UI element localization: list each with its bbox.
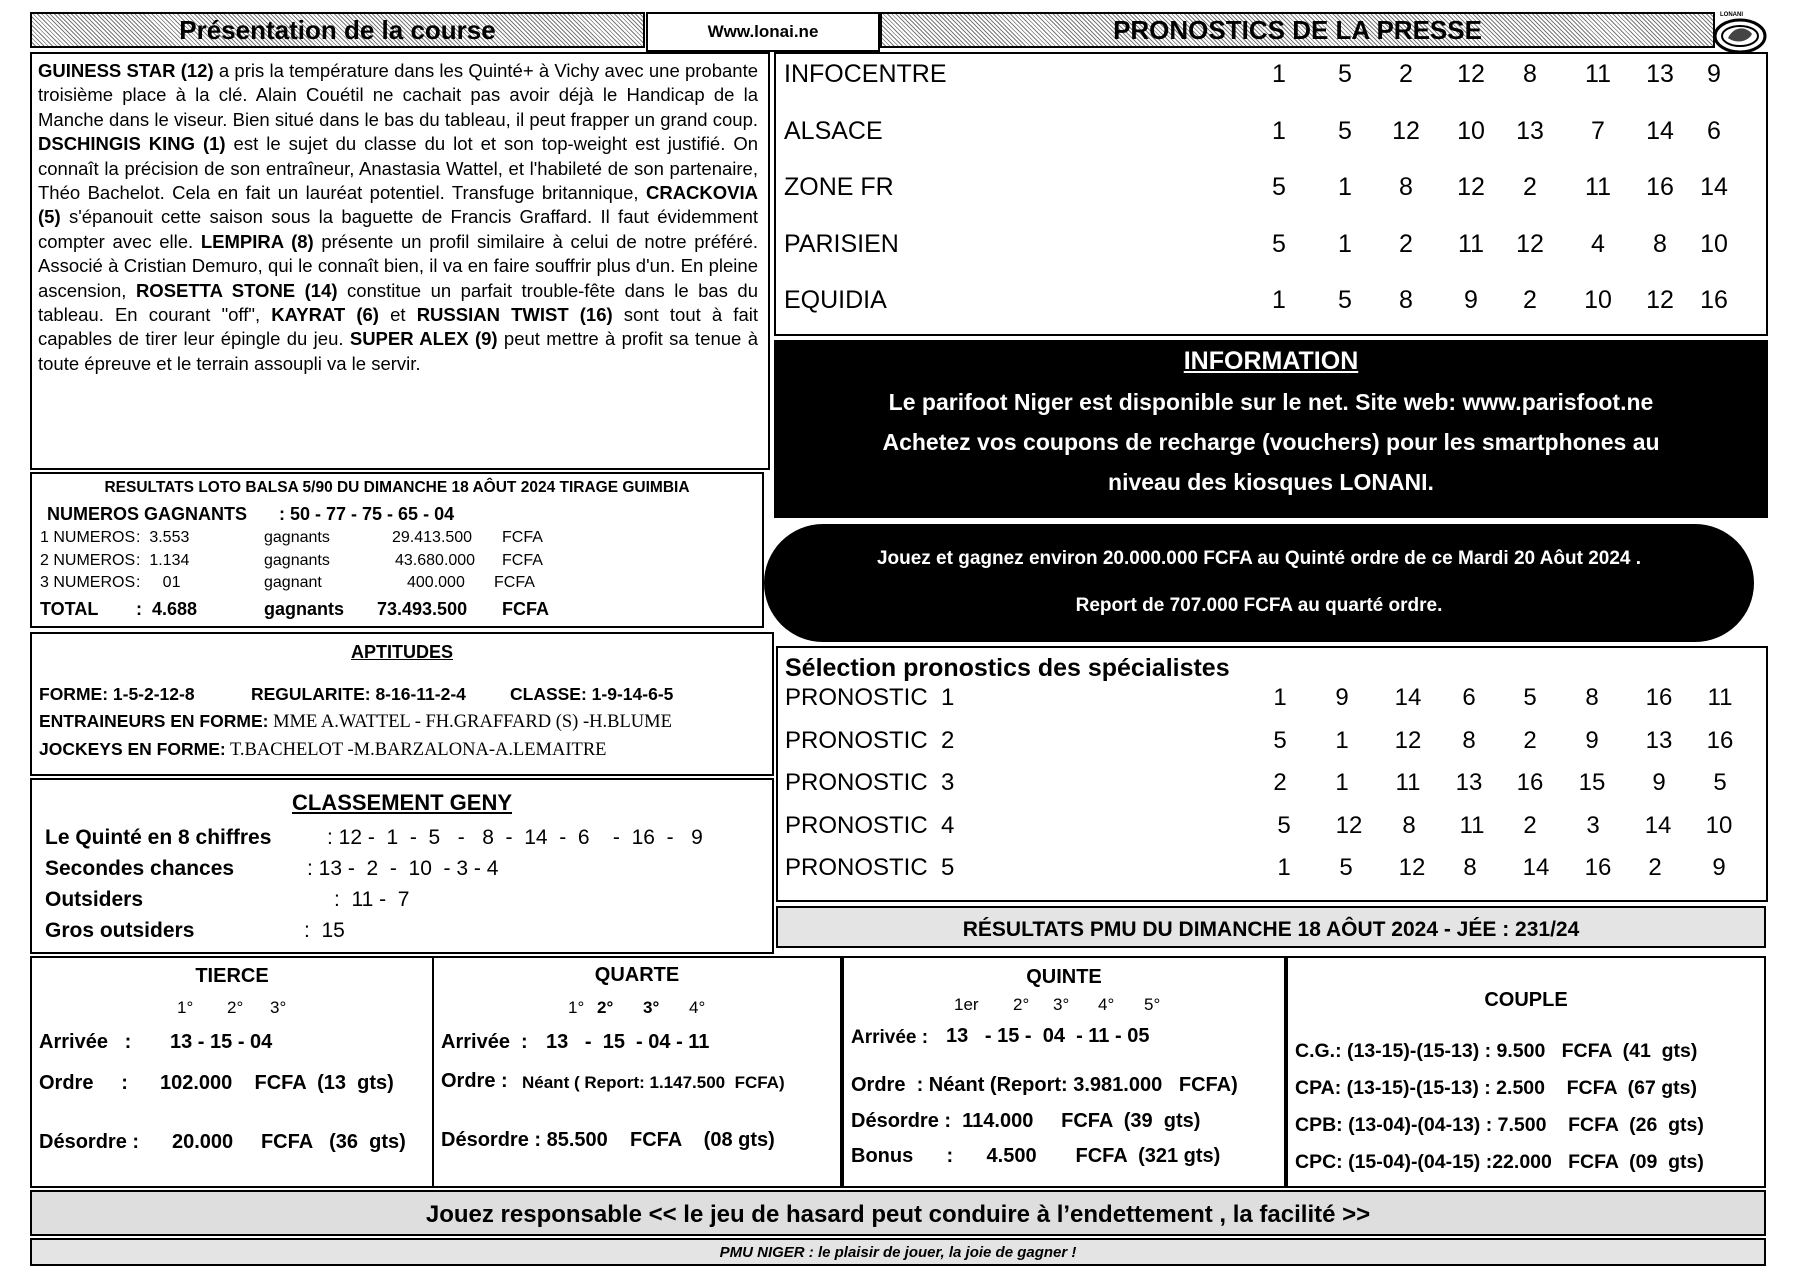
pronostic-row-number: 11 [1459,811,1485,839]
pronostic-row-number: 14 [1522,854,1550,882]
jackpot-banner [764,524,1754,642]
press-row-number: 13 [1646,60,1674,88]
couple-box [1286,956,1766,1188]
press-row-number: 12 [1457,173,1485,201]
tierce-place-3: 3° [270,998,287,1017]
geny-box [30,778,774,954]
press-row-label: INFOCENTRE [784,60,947,88]
pronostic-row-number: 16 [1584,854,1612,882]
tierce-ordre-label: Ordre : [39,1072,128,1094]
quinte-box [842,956,1286,1188]
horse-name: CRACKOVIA (5) [38,182,758,228]
tierce-ordre: 102.000 FCFA (13 gts) [160,1072,394,1094]
presentation-title: Présentation de la course [179,14,496,45]
presentation-segment: s'épanouit cette saison sous la baguette de Francis Graffard. Il faut évidemment compter avec elle. [38,206,758,252]
pronostic-row-number: 2 [1523,726,1537,754]
press-row-label: EQUIDIA [784,286,887,314]
presentation-segment: et [378,304,417,326]
press-row-number: 1 [1272,60,1286,88]
couple-title: COUPLE [1484,989,1568,1011]
press-row-number: 2 [1399,229,1413,258]
press-row-number: 5 [1272,173,1286,201]
pronostic-row-number: 11 [1707,684,1733,711]
quinte-place-1: 1er [954,995,979,1014]
pronostic-row-label: PRONOSTIC 4 [785,811,955,839]
slogan-text: PMU NIGER : le plaisir de jouer, la joie de gagner ! [719,1244,1077,1261]
press-row-number: 10 [1457,116,1485,145]
website-box [646,12,880,52]
slogan-banner [30,1238,1766,1266]
quinte-place-5: 5° [1144,995,1161,1014]
quinte-title: QUINTE [1026,966,1102,988]
responsible-banner [30,1190,1766,1236]
information-line-3: niveau des kiosques LONANI. [1108,469,1434,495]
press-row-number: 11 [1585,173,1611,201]
horse-name: LEMPIRA (8) [200,230,314,252]
press-row-number: 9 [1707,60,1721,88]
geny-label: Secondes chances [45,857,235,880]
presentation-segment: présente un profil similaire à celui de notre préféré. Associé à Cristian Demuro, qui le connaît bien, il va en faire souffrir plus d'un. En pleine ascension, [38,230,758,301]
loto-cell: 2 NUMEROS [40,551,136,569]
press-row-number: 2 [1523,286,1537,314]
geny-value: : 11 - 7 [334,888,410,911]
press-row-label: ZONE FR [784,173,894,201]
couple-row: CPB: (13-04)-(04-13) : 7.500 FCFA (26 gts) [1295,1114,1704,1136]
loto-cell: gagnant [264,574,322,591]
pronostic-row-number: 5 [1339,854,1353,882]
press-row-number: 8 [1523,60,1537,88]
aptitudes-title: APTITUDES [350,642,453,662]
press-row-number: 2 [1523,173,1537,201]
quarte-desordre: Désordre : 85.500 FCFA (08 gts) [441,1129,775,1151]
loto-total-cell: 73.493.500 [377,599,468,619]
press-row-number: 12 [1646,286,1674,314]
loto-results-box [30,472,764,628]
press-row-number: 13 [1516,116,1544,145]
press-row-number: 12 [1516,229,1544,258]
pronostic-row-number: 2 [1648,854,1662,882]
aptitudes-classe: CLASSE: 1-9-14-6-5 [510,684,674,704]
press-title: PRONOSTICS DE LA PRESSE [1113,14,1482,45]
horse-name: SUPER ALEX (9) [349,328,498,350]
information-line-1: Le parifoot Niger est disponible sur le net. Site web: www.parisfoot.ne [888,389,1654,415]
press-row-number: 16 [1700,286,1728,314]
press-row-number: 1 [1338,229,1352,258]
tierce-title: TIERCE [195,965,269,987]
press-row-label: PARISIEN [784,229,899,258]
press-row-number: 12 [1392,116,1420,145]
loto-cell: 1 NUMEROS [40,529,136,546]
press-pronostics-box [774,52,1768,336]
loto-cell: 43.680.000 [395,551,476,569]
pronostic-row-number: 13 [1455,769,1483,797]
pronostic-row-number: 3 [1586,811,1600,839]
pronostic-row-number: 6 [1462,684,1476,711]
pronostic-row-number: 8 [1402,811,1416,839]
pronostic-row-label: PRONOSTIC 3 [785,769,955,797]
tierce-desordre-label: Désordre : [39,1131,140,1153]
pronostic-row-number: 5 [1273,726,1287,754]
pronostic-row-number: 16 [1516,769,1544,797]
geny-label: Le Quinté en 8 chiffres [45,826,272,849]
loto-cell: : 3.553 [136,529,190,546]
pronostic-row-number: 5 [1523,684,1537,711]
press-row-number: 5 [1338,286,1352,314]
press-row-number: 5 [1338,116,1352,145]
pronostic-row-number: 9 [1652,769,1666,797]
presentation-segment: sont tout à fait capables de tirer leur épingle du jeu. [38,304,758,350]
pronostic-row-label: PRONOSTIC 1 [785,684,955,711]
press-row-number: 9 [1464,286,1478,314]
pronostic-row-number: 5 [1713,769,1727,797]
press-row-number: 11 [1585,60,1611,88]
press-row-number: 16 [1646,173,1674,201]
information-line-2: Achetez vos coupons de recharge (vouchers) pour les smartphones au [882,429,1660,455]
pronostic-row-number: 9 [1335,684,1349,711]
loto-total-cell: TOTAL [40,599,99,619]
logo-text: LONANI [1720,12,1743,18]
pronostic-row-number: 16 [1706,726,1734,754]
press-row-label: ALSACE [784,116,883,145]
press-row-number: 2 [1399,60,1413,88]
tierce-place-2: 2° [227,998,244,1017]
geny-title: CLASSEMENT GENY [291,790,513,815]
tierce-desordre: 20.000 FCFA (36 gts) [172,1131,406,1153]
press-row-number: 1 [1272,116,1286,145]
pronostic-row-number: 16 [1645,684,1673,711]
press-row-number: 1 [1272,286,1286,314]
pronostic-row-number: 2 [1273,769,1287,797]
pronostic-row-number: 8 [1463,854,1477,882]
information-title: INFORMATION [1183,347,1359,375]
horse-name: DSCHINGIS KING (1) [38,133,226,155]
presentation-segment: est le sujet du classe du lot et son top-weight est justifié. On connaît la précision de son entraîneur, Anastasia Wattel, et l'habileté de son partenaire, Théo Bachelot. Cela en fait un lauréat potentiel. Transfuge britannique, [38,133,758,204]
quarte-box [432,956,842,1188]
aptitudes-entraineurs [39,711,672,733]
pronostic-row-number: 12 [1335,811,1363,839]
jackpot-line-1: Jouez et gagnez environ 20.000.000 FCFA au Quinté ordre de ce Mardi 20 Aôut 2024 . [876,548,1642,569]
jackpot-line-2: Report de 707.000 FCFA au quarté ordre. [1075,595,1443,616]
presentation-segment: constitue un parfait trouble-fête dans le bas du tableau. En courant "off", [38,279,758,326]
press-row-number: 14 [1646,116,1674,145]
tierce-box [30,956,434,1188]
press-row-number: 11 [1458,229,1484,258]
quarte-place-4: 4° [689,998,706,1017]
pronostic-row-number: 14 [1394,684,1422,711]
horse-name: KAYRAT (6) [271,304,379,326]
couple-row: C.G.: (13-15)-(15-13) : 9.500 FCFA (41 gts) [1295,1040,1698,1062]
quarte-ordre: Néant ( Report: 1.147.500 FCFA) [522,1073,785,1092]
press-row-number: 8 [1653,229,1667,258]
loto-winning-numbers: : 50 - 77 - 75 - 65 - 04 [279,504,455,524]
loto-title: RESULTATS LOTO BALSA 5/90 DU DIMANCHE 18 AÔUT 2024 TIRAGE GUIMBIA [104,479,690,496]
presentation-segment: a pris la température dans les Quinté+ à Vichy avec une probante troisième place à la clé. Alain Couétil ne cachait pas avoir déjà le Handicap de la Manche dans le viseur. Bien situé dans le bas du tableau, il peut frapper un grand coup. [38,60,758,130]
tierce-arrivee: 13 - 15 - 04 [170,1031,273,1053]
press-row-number: 6 [1707,116,1721,145]
quarte-title: QUARTE [594,964,680,986]
loto-total-cell: : 4.688 [136,599,198,619]
pronostic-row-label: PRONOSTIC 5 [785,854,955,882]
pronostic-row-number: 8 [1462,726,1476,754]
quinte-ordre: Ordre : Néant (Report: 3.981.000 FCFA) [851,1074,1238,1096]
loto-cell: : 01 [136,574,181,591]
pmu-results-title: RÉSULTATS PMU DU DIMANCHE 18 AÔUT 2024 - JÉE : 231/24 [962,918,1580,941]
quarte-place-2: 2° [597,998,614,1017]
quinte-arrivee: 13 - 15 - 04 - 11 - 05 [946,1025,1150,1047]
couple-row: CPA: (13-15)-(15-13) : 2.500 FCFA (67 gts) [1295,1077,1698,1099]
press-row-number: 10 [1584,286,1612,314]
horse-name: GUINESS STAR (12) [38,60,214,81]
pronostic-row-number: 12 [1394,726,1422,754]
geny-label: Gros outsiders [45,919,195,942]
quarte-place-3: 3° [643,998,660,1017]
specialists-box [776,646,1768,902]
quinte-place-2: 2° [1013,995,1030,1014]
lonani-logo [1712,12,1768,56]
pronostic-row-number: 10 [1705,811,1733,839]
press-row-number: 8 [1399,173,1413,201]
jockeys-value: T.BACHELOT -M.BARZALONA-A.LEMAITRE [225,740,607,760]
presentation-text [38,59,758,376]
presentation-header [30,12,645,48]
quarte-arrivee-label: Arrivée : [441,1031,528,1053]
pronostic-row-number: 14 [1644,811,1672,839]
pronostic-row-number: 1 [1273,684,1287,711]
entraineurs-value: MME A.WATTEL - FH.GRAFFARD (S) -H.BLUME [268,712,672,732]
couple-row: CPC: (15-04)-(04-15) :22.000 FCFA (09 gts) [1295,1151,1704,1173]
horse-name: ROSETTA STONE (14) [135,279,338,301]
pronostic-row-number: 1 [1277,854,1291,882]
press-row-number: 14 [1700,173,1728,201]
press-row-number: 7 [1591,116,1605,145]
aptitudes-forme: FORME: 1-5-2-12-8 [39,684,195,704]
horse-name: RUSSIAN TWIST (16) [416,304,613,326]
press-row-number: 8 [1399,286,1413,314]
loto-cell: gagnants [264,551,330,569]
lonani-logo-icon [1712,12,1768,56]
aptitudes-jockeys [39,739,606,761]
press-row-number: 1 [1338,173,1352,201]
pronostic-row-number: 15 [1578,769,1606,797]
website-link[interactable]: Www.lonai.ne [707,22,819,41]
quarte-ordre-label: Ordre : [441,1070,508,1092]
loto-cell: FCFA [502,551,543,569]
quinte-place-4: 4° [1098,995,1115,1014]
geny-value: : 12 - 1 - 5 - 8 - 14 - 6 - 16 - 9 [327,826,703,849]
pronostic-row-number: 8 [1585,684,1599,711]
pmu-results-header [776,906,1766,948]
loto-total-cell: gagnants [264,599,345,619]
jockeys-label: JOCKEYS EN FORME: [39,739,226,759]
presentation-box [30,52,770,470]
loto-cell: : 1.134 [136,551,190,569]
pronostic-row-label: PRONOSTIC 2 [785,726,955,754]
loto-cell: 3 NUMEROS [40,574,136,591]
loto-total-cell: FCFA [502,599,549,619]
press-row-number: 5 [1338,60,1352,88]
geny-label: Outsiders [45,888,144,911]
loto-cell: 29.413.500 [392,529,473,546]
loto-cell: FCFA [502,529,543,546]
loto-cell: FCFA [494,574,535,591]
responsible-text: Jouez responsable << le jeu de hasard peut conduire à l’endettement , la facilité >> [425,1201,1371,1228]
pronostic-row-number: 13 [1645,726,1673,754]
geny-value: : 15 [304,919,345,942]
specialists-title: Sélection pronostics des spécialistes [785,654,1230,682]
quinte-desordre: Désordre : 114.000 FCFA (39 gts) [851,1110,1201,1132]
press-header [880,12,1715,48]
pronostic-row-number: 9 [1585,726,1599,754]
quinte-bonus: Bonus : 4.500 FCFA (321 gts) [851,1145,1221,1167]
press-row-number: 10 [1700,229,1728,258]
press-row-number: 4 [1591,229,1605,258]
press-row-number: 12 [1457,60,1485,88]
tierce-place-1: 1° [177,998,194,1017]
geny-value: : 13 - 2 - 10 - 3 - 4 [307,857,499,880]
press-row-number: 5 [1272,229,1286,258]
pronostic-row-number: 9 [1712,854,1726,882]
pronostic-row-number: 5 [1277,811,1291,839]
entraineurs-label: ENTRAINEURS EN FORME: [39,711,269,731]
quinte-place-3: 3° [1053,995,1070,1014]
loto-cell: 400.000 [407,574,465,591]
pronostic-row-number: 12 [1398,854,1426,882]
quarte-arrivee: 13 - 15 - 04 - 11 [546,1031,710,1053]
aptitudes-regularite: REGULARITE: 8-16-11-2-4 [251,684,466,704]
pronostic-row-number: 11 [1395,769,1421,797]
pronostic-row-number: 1 [1335,769,1349,797]
loto-winning-label: NUMEROS GAGNANTS [47,504,248,524]
tierce-arrivee-label: Arrivée : [39,1031,132,1053]
information-box [774,340,1768,518]
presentation-segment: peut mettre à profit sa tenue à toute épreuve et le terrain assoupli va le servir. [38,328,758,374]
quarte-place-1: 1° [568,998,585,1017]
pronostic-row-number: 2 [1523,811,1537,839]
aptitudes-box [30,632,774,776]
quinte-arrivee-label: Arrivée : [851,1027,929,1048]
loto-cell: gagnants [264,529,330,546]
pronostic-row-number: 1 [1335,726,1349,754]
